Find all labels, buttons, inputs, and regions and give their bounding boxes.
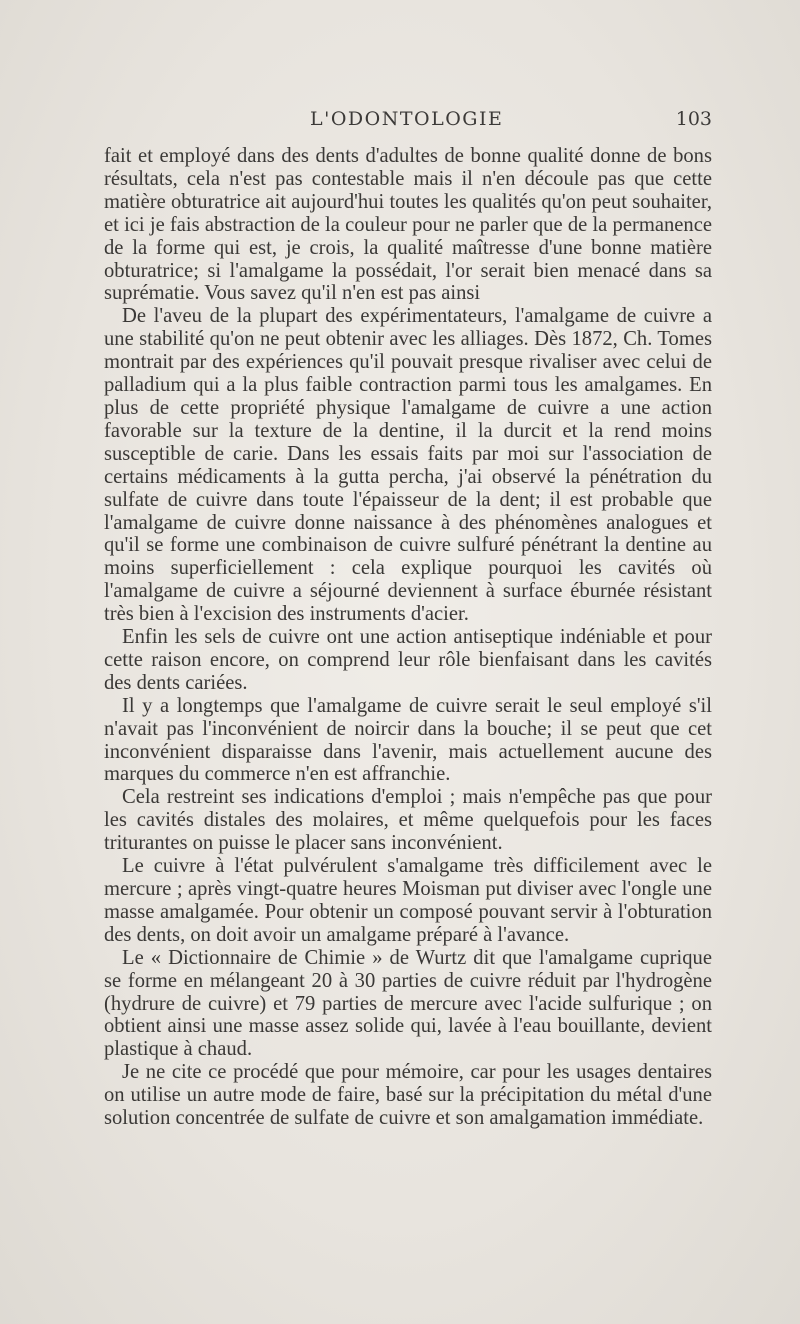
paragraph: fait et employé dans des dents d'adultes de bonne qualité donne de bons résultats, cela n'est pas contestable mais il n'en découle pas que cette matière obturatrice ait aujourd'hui toutes les qualités qu'on peut souhaiter, et ici je fais abstraction de la couleur pour ne parler que de la permanence de la forme qui est, je crois, la qualité maîtresse d'une bonne matière obturatrice; si l'amalgame la possédait, l'or serait bien menacé dans sa suprématie. Vous savez qu'il n'en est pas ainsi [104,145,712,305]
paragraph: Le « Dictionnaire de Chimie » de Wurtz dit que l'amalgame cuprique se forme en mélangeant 20 à 30 parties de cuivre réduit par l'hydrogène (hydrure de cuivre) et 79 parties de mercure avec l'acide sulfurique ; on obtient ainsi une masse assez solide qui, lavée à l'eau bouillante, devient plastique à chaud. [104,946,712,1061]
body-text [104,145,712,1130]
paragraph: Il y a longtemps que l'amalgame de cuivre serait le seul employé s'il n'avait pas l'inconvénient de noircir dans la bouche; il se peut que cet inconvénient disparaisse dans l'avenir, mais actuellement aucune des marques du commerce n'en est affranchie. [104,694,712,786]
paragraph: Enfin les sels de cuivre ont une action antiseptique indéniable et pour cette raison encore, on comprend leur rôle bienfaisant dans les cavités des dents cariées. [104,626,712,694]
page-number: 103 [675,108,712,130]
page-header [100,108,712,138]
paragraph: Je ne cite ce procédé que pour mémoire, car pour les usages dentaires on utilise un autre mode de faire, basé sur la précipitation du métal d'une solution concentrée de sulfate de cuivre et son amalgamation immédiate. [104,1061,712,1130]
running-title: L'ODONTOLOGIE [310,108,504,130]
paragraph: Cela restreint ses indications d'emploi ; mais n'empêche pas que pour les cavités distales des molaires, et même quelquefois pour les faces triturantes on puisse le placer sans inconvénient. [104,786,712,855]
paragraph: De l'aveu de la plupart des expérimentateurs, l'amalgame de cuivre a une stabilité qu'on ne peut obtenir avec les alliages. Dès 1872, Ch. Tomes montrait par des expériences qu'il pouvait presque rivaliser avec celui de palladium qui a la plus faible contraction parmi tous les amalgames. En plus de cette propriété physique l'amalgame de cuivre a une action favorable sur la texture de la dentine, il la durcit et la rend moins susceptible de carie. Dans les essais faits par moi sur l'association de certains médicaments à la gutta percha, j'ai observé la pénétration du sulfate de cuivre dans toute l'épaisseur de la dent; il est probable que l'amalgame de cuivre donne naissance à des phénomènes analogues et qu'il se forme une combinaison de cuivre sulfuré pénétrant la dentine au moins superficiellement : cela explique pourquoi les cavités où l'amalgame de cuivre a séjourné deviennent à surface éburnée résistant très bien à l'excision des instruments d'acier. [104,305,712,626]
paragraph: Le cuivre à l'état pulvérulent s'amalgame très difficilement avec le mercure ; après vingt-quatre heures Moisman put diviser avec l'ongle une masse amalgamée. Pour obtenir un composé pouvant servir à l'obturation des dents, on doit avoir un amalgame préparé à l'avance. [104,855,712,946]
